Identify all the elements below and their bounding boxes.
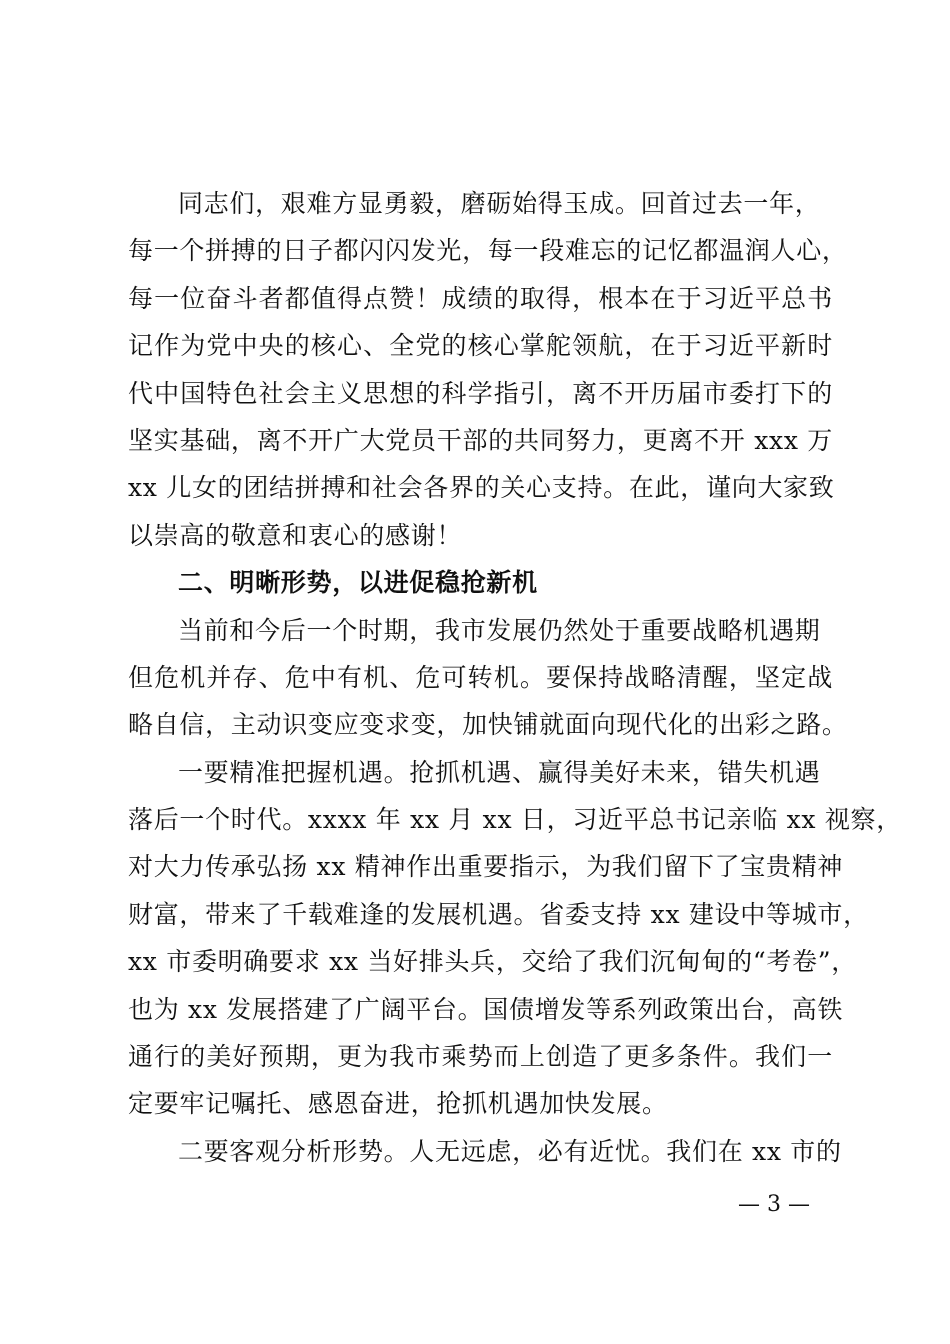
- paragraph-line: 落后一个时代。xxxx 年 xx 月 xx 日，习近平总书记亲临 xx 视察，: [128, 805, 902, 835]
- paragraph-line: xx 儿女的团结拼搏和社会各界的关心支持。在此，谨向大家致: [128, 473, 835, 503]
- paragraph-line: 当前和今后一个时期，我市发展仍然处于重要战略机遇期: [178, 615, 821, 645]
- paragraph-line: 一要精准把握机遇。抢抓机遇、赢得美好未来，错失机遇: [178, 757, 821, 787]
- paragraph-line: 每一个拼搏的日子都闪闪发光，每一段难忘的记忆都温润人心，: [128, 236, 848, 266]
- paragraph-line: 通行的美好预期，更为我市乘势而上创造了更多条件。我们一: [128, 1042, 833, 1072]
- page-number: — 3 —: [738, 1192, 810, 1217]
- paragraph-line: 记作为党中央的核心、全党的核心掌舵领航，在于习近平新时: [128, 331, 833, 361]
- paragraph-line: 每一位奋斗者都值得点赞！成绩的取得，根本在于习近平总书: [128, 283, 833, 313]
- paragraph-line: 二要客观分析形势。人无远虑，必有近忧。我们在 xx 市的: [178, 1136, 842, 1166]
- section-heading: 二、明晰形势，以进促稳抢新机: [178, 568, 538, 598]
- paragraph-line: 略自信，主动识变应变求变，加快铺就面向现代化的出彩之路。: [128, 710, 848, 740]
- paragraph-line: 定要牢记嘱托、感恩奋进，抢抓机遇加快发展。: [128, 1089, 668, 1119]
- paragraph-line: 坚实基础，离不开广大党员干部的共同努力，更离不开 xxx 万: [128, 425, 833, 455]
- paragraph-line: 以崇高的敬意和衷心的感谢！: [128, 520, 463, 550]
- paragraph-line: 对大力传承弘扬 xx 精神作出重要指示，为我们留下了宝贵精神: [128, 852, 844, 882]
- document-body: [128, 180, 902, 1175]
- paragraph-line: 代中国特色社会主义思想的科学指引，离不开历届市委打下的: [128, 378, 833, 408]
- paragraph-line: xx 市委明确要求 xx 当好排头兵，交给了我们沉甸甸的“考卷”，: [128, 947, 857, 977]
- paragraph-line: 也为 xx 发展搭建了广阔平台。国债增发等系列政策出台，高铁: [128, 994, 844, 1024]
- paragraph-line: 同志们，艰难方显勇毅，磨砺始得玉成。回首过去一年，: [178, 189, 821, 218]
- paragraph-line: 财富，带来了千载难逢的发展机遇。省委支持 xx 建设中等城市，: [128, 899, 869, 929]
- paragraph-line: 但危机并存、危中有机、危可转机。要保持战略清醒，坚定战: [128, 662, 833, 692]
